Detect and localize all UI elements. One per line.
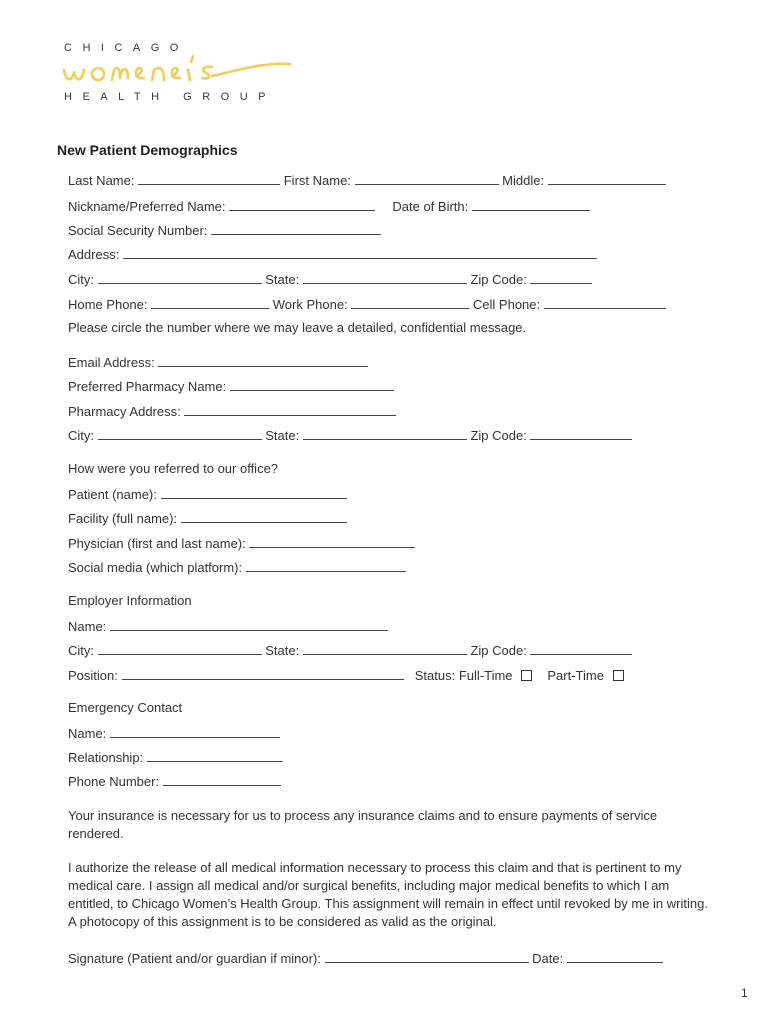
pharmacy-name-label: Preferred Pharmacy Name: bbox=[68, 379, 227, 394]
signature-label: Signature (Patient and/or guardian if minor): bbox=[68, 951, 321, 966]
zip-label: Zip Code: bbox=[470, 272, 527, 287]
employer-position-field[interactable] bbox=[122, 667, 404, 680]
middle-field[interactable] bbox=[548, 172, 666, 185]
authorization-paragraph: I authorize the release of all medical information necessary to process this claim and that is pertinent to my medical care. I assign all medical and/or surgical benefits, including major medical benefits to which I am entitled, to Chicago Women’s Health Group. This assignment will remain in effect until revoked by me in writing. A photocopy of this assignment is to be considered as valid as the original. bbox=[68, 860, 708, 929]
nickname-label: Nickname/Preferred Name: bbox=[68, 199, 226, 214]
signature-row bbox=[68, 950, 663, 967]
pharmacy-name-field[interactable] bbox=[230, 378, 394, 391]
home-phone-field[interactable] bbox=[151, 296, 269, 309]
employer-city-row bbox=[68, 642, 632, 659]
emergency-name-field[interactable] bbox=[110, 725, 280, 738]
name-row bbox=[68, 172, 666, 189]
pharmacy-state-field[interactable] bbox=[303, 427, 467, 440]
logo-top-text: CHICAGO bbox=[64, 42, 189, 54]
pharmacy-state-label: State: bbox=[265, 428, 300, 443]
employer-name-row bbox=[68, 618, 388, 635]
emergency-name-label: Name: bbox=[68, 726, 107, 741]
referral-patient-field[interactable] bbox=[161, 486, 347, 499]
state-label: State: bbox=[265, 272, 300, 287]
referral-patient-row bbox=[68, 486, 347, 503]
first-name-field[interactable] bbox=[355, 172, 499, 185]
logo-bottom-text: HEALTH GROUP bbox=[64, 91, 276, 103]
work-phone-field[interactable] bbox=[351, 296, 469, 309]
employer-position-row bbox=[68, 667, 624, 684]
logo-script-wordmark bbox=[62, 52, 302, 92]
part-time-checkbox[interactable] bbox=[613, 670, 624, 681]
zip-field[interactable] bbox=[530, 271, 592, 284]
pharmacy-city-label: City: bbox=[68, 428, 94, 443]
email-row bbox=[68, 354, 368, 371]
referral-social-label: Social media (which platform): bbox=[68, 560, 243, 575]
middle-label: Middle: bbox=[502, 173, 545, 188]
address-row bbox=[68, 246, 597, 263]
employer-city-field[interactable] bbox=[98, 642, 262, 655]
ssn-row bbox=[68, 222, 381, 239]
employer-name-label: Name: bbox=[68, 619, 107, 634]
referral-social-row bbox=[68, 559, 406, 576]
emergency-heading: Emergency Contact bbox=[68, 700, 183, 715]
status-full-time-label: Status: Full-Time bbox=[414, 668, 513, 683]
pharmacy-city-row bbox=[68, 427, 632, 444]
home-phone-label: Home Phone: bbox=[68, 297, 148, 312]
date-field[interactable] bbox=[567, 950, 663, 963]
signature-field[interactable] bbox=[325, 950, 529, 963]
employer-zip-label: Zip Code: bbox=[470, 643, 527, 658]
email-field[interactable] bbox=[158, 354, 368, 367]
referral-patient-label: Patient (name): bbox=[68, 487, 157, 502]
city-label: City: bbox=[68, 272, 94, 287]
pharmacy-address-row bbox=[68, 403, 396, 420]
pharmacy-name-row bbox=[68, 378, 394, 395]
referral-facility-row bbox=[68, 510, 347, 527]
address-field[interactable] bbox=[123, 246, 597, 259]
emergency-relationship-row bbox=[68, 749, 283, 766]
dob-label: Date of Birth: bbox=[392, 199, 469, 214]
pharmacy-address-field[interactable] bbox=[184, 403, 396, 416]
referral-physician-row bbox=[68, 535, 415, 552]
page-number: 1 bbox=[741, 986, 748, 1000]
cell-phone-label: Cell Phone: bbox=[472, 297, 541, 312]
circle-note: Please circle the number where we may leave a detailed, confidential message. bbox=[68, 320, 527, 335]
last-name-label: Last Name: bbox=[68, 173, 135, 188]
pharmacy-zip-field[interactable] bbox=[530, 427, 632, 440]
employer-state-label: State: bbox=[265, 643, 300, 658]
insurance-paragraph: Your insurance is necessary for us to process any insurance claims and to ensure payments of service rendered. bbox=[68, 808, 658, 841]
pharmacy-city-field[interactable] bbox=[98, 427, 262, 440]
dob-field[interactable] bbox=[472, 198, 590, 211]
last-name-field[interactable] bbox=[138, 172, 280, 185]
emergency-phone-field[interactable] bbox=[163, 773, 281, 786]
pharmacy-address-label: Pharmacy Address: bbox=[68, 404, 181, 419]
employer-zip-field[interactable] bbox=[530, 642, 632, 655]
emergency-phone-label: Phone Number: bbox=[68, 774, 160, 789]
part-time-label: Part-Time bbox=[547, 668, 604, 683]
emergency-name-row bbox=[68, 725, 280, 742]
ssn-field[interactable] bbox=[211, 222, 381, 235]
referral-physician-label: Physician (first and last name): bbox=[68, 536, 246, 551]
nickname-row bbox=[68, 198, 590, 215]
cell-phone-field[interactable] bbox=[544, 296, 666, 309]
referral-social-field[interactable] bbox=[246, 559, 406, 572]
referral-facility-label: Facility (full name): bbox=[68, 511, 178, 526]
page-title: New Patient Demographics bbox=[57, 142, 238, 158]
employer-position-label: Position: bbox=[68, 668, 118, 683]
referral-heading: How were you referred to our office? bbox=[68, 461, 279, 476]
state-field[interactable] bbox=[303, 271, 467, 284]
pharmacy-zip-label: Zip Code: bbox=[470, 428, 527, 443]
phone-row bbox=[68, 296, 666, 313]
address-label: Address: bbox=[68, 247, 120, 262]
city-row bbox=[68, 271, 592, 288]
referral-facility-field[interactable] bbox=[181, 510, 347, 523]
employer-name-field[interactable] bbox=[110, 618, 388, 631]
first-name-label: First Name: bbox=[283, 173, 351, 188]
full-time-checkbox[interactable] bbox=[521, 670, 532, 681]
employer-city-label: City: bbox=[68, 643, 94, 658]
date-label: Date: bbox=[532, 951, 564, 966]
referral-physician-field[interactable] bbox=[249, 535, 415, 548]
emergency-relationship-field[interactable] bbox=[147, 749, 283, 762]
email-label: Email Address: bbox=[68, 355, 155, 370]
emergency-relationship-label: Relationship: bbox=[68, 750, 144, 765]
nickname-field[interactable] bbox=[229, 198, 375, 211]
ssn-label: Social Security Number: bbox=[68, 223, 208, 238]
city-field[interactable] bbox=[98, 271, 262, 284]
work-phone-label: Work Phone: bbox=[272, 297, 348, 312]
employer-state-field[interactable] bbox=[303, 642, 467, 655]
logo bbox=[62, 42, 302, 106]
emergency-phone-row bbox=[68, 773, 281, 790]
employer-heading: Employer Information bbox=[68, 593, 192, 608]
